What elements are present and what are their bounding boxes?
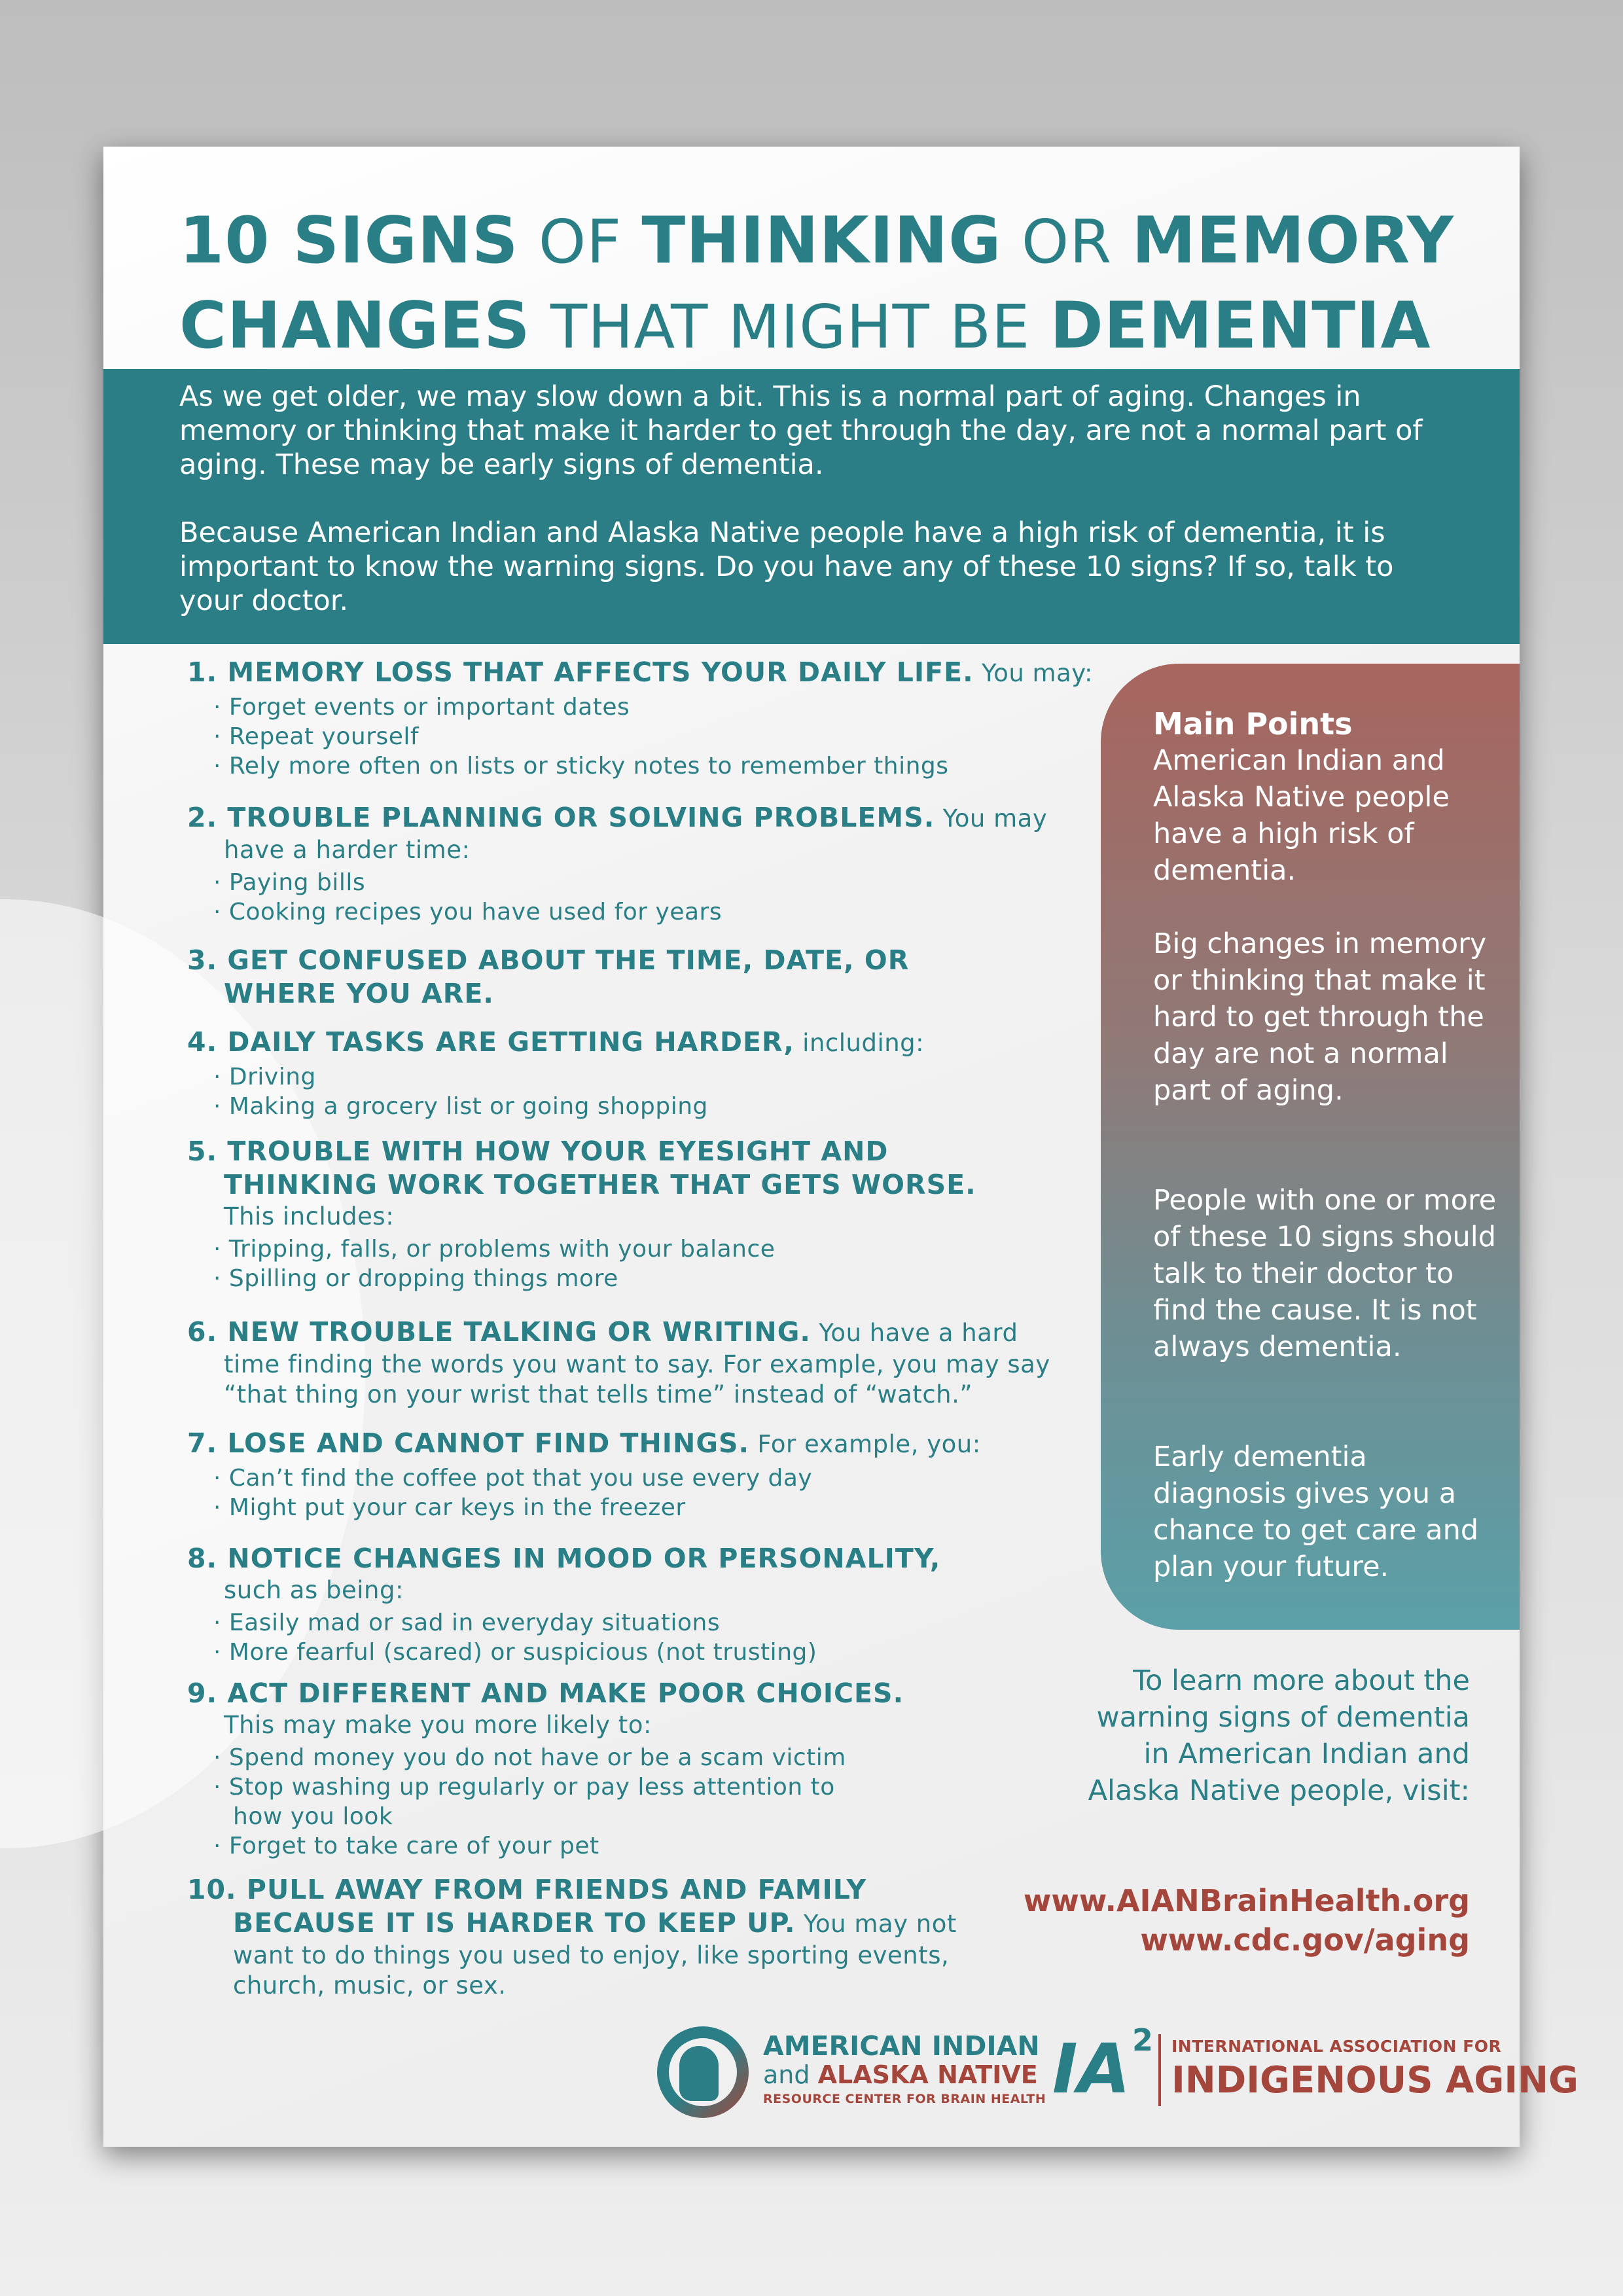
logo-line: INDIGENOUS AGING [1171,2059,1578,2102]
logo-line [763,2060,1038,2089]
title-word: THAT MIGHT BE [530,292,1050,362]
main-point: Early dementia diagnosis gives you a chance to get care and plan your future. [1153,1441,1479,1583]
list-item: · Can’t find the coffee pot that you use every day [213,1463,1208,1493]
sign-lead: You may not [795,1910,957,1938]
main-point: Big changes in memory or thinking that make it hard to get through the day are not a normal part of aging. [1153,927,1487,1107]
sign-item [187,1135,1208,1293]
sign-number: 4. [187,1026,218,1058]
sign-item [187,656,1208,781]
list-item: · Driving [213,1062,1208,1092]
sign-number: 9. [187,1677,218,1709]
sign-number: 7. [187,1427,218,1459]
sign-item [187,1316,1208,1410]
title-word: 10 SIGNS [179,204,519,278]
sign-number: 5. [187,1136,218,1167]
list-item: · Stop washing up regularly or pay less attention to [213,1772,1208,1802]
sign-item [187,1542,1208,1667]
title-word: OR [1001,207,1132,277]
list-item: · Easily mad or sad in everyday situations [213,1608,1208,1638]
sign-bullets [187,1463,1208,1522]
title-word: OF [518,207,642,277]
sign-continuation: church, music, or sex. [233,1971,507,2000]
sign-heading: GET CONFUSED ABOUT THE TIME, DATE, OR [227,944,910,976]
main-points-panel [1101,664,1520,1630]
sign-heading: ACT DIFFERENT AND MAKE POOR CHOICES. [227,1677,904,1709]
sign-continuation: such as being: [224,1576,404,1604]
list-item: · Spend money you do not have or be a scam victim [213,1743,1208,1772]
sign-heading: PULL AWAY FROM FRIENDS AND FAMILY [246,1874,867,1905]
sign-lead: For example, you: [749,1430,981,1458]
resource-links [1007,1881,1470,1960]
logo-line: INTERNATIONAL ASSOCIATION FOR [1171,2037,1502,2056]
title-word: DEMENTIA [1050,289,1431,363]
logo-line: RESOURCE CENTER FOR BRAIN HEALTH [763,2092,1046,2106]
intro-paragraph-1: As we get older, we may slow down a bit. This is a normal part of aging. Changes in memory or thinking that make it harder to get through the day, are not a normal part of aging. These may be early signs of dementia. [179,380,1423,481]
sign-number: 10. [187,1874,237,1905]
sign-bullets [187,1743,1208,1861]
sign-continuation: have a harder time: [224,836,471,864]
sign-heading: NEW TROUBLE TALKING OR WRITING. [227,1316,811,1348]
sign-lead: including: [794,1029,925,1057]
sign-bullets [187,1234,1208,1293]
aian-resource-center-logo [657,2024,1046,2122]
list-item: · Forget to take care of your pet [213,1831,1208,1861]
title-word: THINKING [641,204,1002,278]
sign-item [187,1427,1208,1522]
list-item: · Cooking recipes you have used for years [213,897,1208,927]
main-point: People with one or more of these 10 signs should talk to their doctor to find the cause. It is not always dementia. [1153,1184,1497,1363]
list-item: · Repeat yourself [213,722,1208,751]
link-aian-brain-health[interactable]: www.AIANBrainHealth.org [1023,1883,1470,1918]
logo-line: AMERICAN INDIAN [763,2030,1040,2062]
sign-heading: LOSE AND CANNOT FIND THINGS. [227,1427,750,1459]
intro-paragraph-2: Because American Indian and Alaska Native people have a high risk of dementia, it is important to know the warning signs. Do you have any of these 10 signs? If so, talk to your doctor. [179,516,1394,617]
list-item: · Forget events or important dates [213,692,1208,722]
title-word: MEMORY [1132,204,1454,278]
sign-number: 2. [187,802,218,833]
main-point: American Indian and Alaska Native people have a high risk of dementia. [1153,744,1450,887]
sign-bullets [187,1062,1208,1121]
list-item: · Making a grocery list or going shopping [213,1092,1208,1121]
page-title [179,199,1475,369]
list-item: · Tripping, falls, or problems with your balance [213,1234,1208,1264]
main-points-title: Main Points [1153,706,1353,742]
sign-continuation: This may make you more likely to: [224,1711,652,1739]
sign-item [187,801,1208,927]
sign-heading-cont: WHERE YOU ARE. [224,978,494,1009]
sign-continuation: want to do things you used to enjoy, like sporting events, [233,1941,950,1969]
sign-number: 6. [187,1316,218,1348]
list-item: how you look [233,1803,393,1830]
iaia-superscript: 2 [1132,2022,1154,2058]
link-cdc-aging[interactable]: www.cdc.gov/aging [1140,1922,1470,1958]
sign-bullets [187,1608,1208,1667]
sign-lead: You have a hard [810,1319,1018,1347]
sign-continuation: This includes: [224,1202,395,1230]
sign-number: 8. [187,1543,218,1574]
title-line-1 [179,199,1475,284]
intro-band [103,369,1520,644]
learn-more-text: To learn more about the warning signs of dementia in American Indian and Alaska Native people, visit: [1088,1664,1470,1807]
iaia-logo [1052,2022,1578,2121]
sign-continuation: time finding the words you want to say. For example, you may say [224,1350,1050,1378]
sign-continuation: “that thing on your wrist that tells time” instead of “watch.” [224,1380,973,1408]
sign-heading: TROUBLE PLANNING OR SOLVING PROBLEMS. [227,802,935,833]
sign-heading-cont: BECAUSE IT IS HARDER TO KEEP UP. [233,1907,796,1939]
title-line-2 [179,284,1475,369]
list-item: · More fearful (scared) or suspicious (not trusting) [213,1638,1208,1667]
brain-head-icon [657,2026,749,2118]
sign-item [187,944,1208,1011]
title-word: CHANGES [179,289,531,363]
logo-divider [1158,2034,1161,2106]
sign-heading: MEMORY LOSS THAT AFFECTS YOUR DAILY LIFE. [227,656,974,688]
sign-lead: You may [935,804,1048,833]
list-item: · Might put your car keys in the freezer [213,1493,1208,1522]
sign-heading-cont: THINKING WORK TOGETHER THAT GETS WORSE. [224,1169,976,1200]
sign-heading: TROUBLE WITH HOW YOUR EYESIGHT AND [227,1136,889,1167]
sign-bullets [187,868,1208,927]
sign-heading: NOTICE CHANGES IN MOOD OR PERSONALITY, [227,1543,941,1574]
list-item: · Spilling or dropping things more [213,1264,1208,1293]
flyer-page [103,147,1578,2147]
logo-word: and [763,2060,818,2089]
sign-number: 3. [187,944,218,976]
sign-item [187,1677,1208,1861]
sign-bullets [187,692,1208,781]
sign-lead: You may: [973,659,1093,687]
list-item: · Paying bills [213,868,1208,897]
sign-heading: DAILY TASKS ARE GETTING HARDER, [227,1026,794,1058]
list-item: · Rely more often on lists or sticky notes to remember things [213,751,1208,781]
sign-number: 1. [187,656,218,688]
logo-word: ALASKA NATIVE [817,2060,1038,2089]
iaia-mark-icon: IA [1052,2029,1131,2109]
sign-item [187,1026,1208,1121]
